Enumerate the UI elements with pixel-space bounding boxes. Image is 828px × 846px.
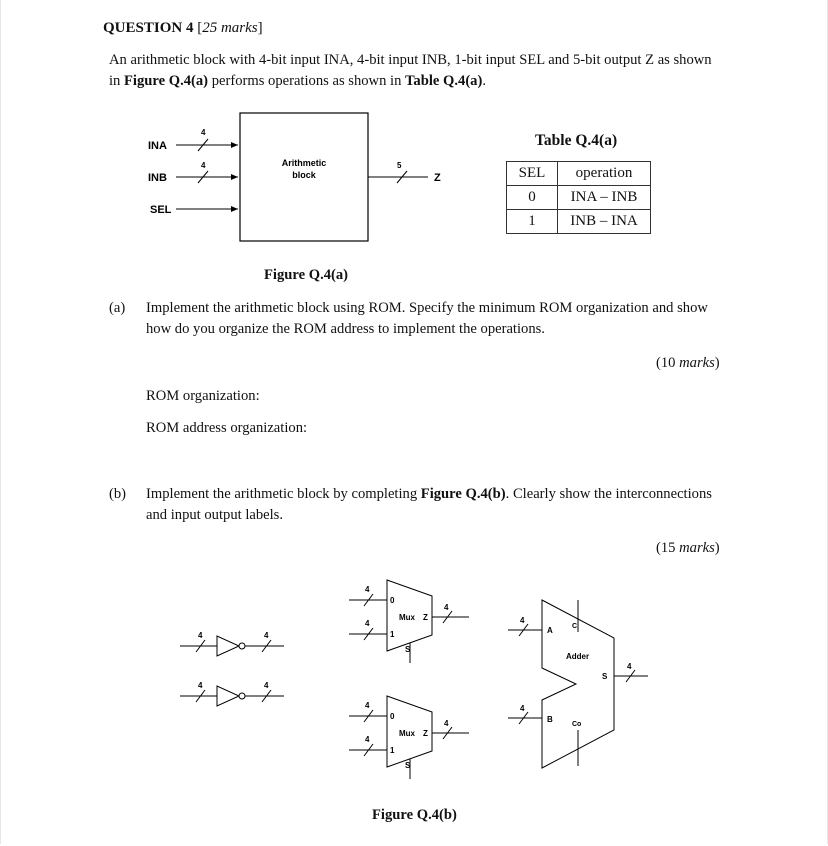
mux2-sel-label: S: [405, 761, 411, 770]
part-b-line-2: and input output labels.: [146, 507, 284, 523]
part-b-label: (b): [109, 486, 127, 502]
operation-table: [506, 161, 651, 234]
table-header-row: [507, 162, 651, 186]
intro-figure-ref: Figure Q.4(a): [124, 73, 209, 89]
inv2-in-width: 4: [198, 681, 203, 690]
inv1-out-width: 4: [264, 631, 269, 640]
mux2-label: Mux: [399, 729, 415, 738]
table-row: [507, 186, 651, 210]
intro-line-1: An arithmetic block with 4-bit input INA, 4-bit input INB, 1-bit input SEL and 5-bit output Z as shown: [109, 52, 712, 68]
part-a-label: (a): [109, 300, 126, 316]
mux1-sel-label: S: [405, 645, 411, 654]
figure-a-diagram: [0, 0, 828, 270]
z-width: 5: [397, 161, 402, 170]
inv1-in-width: 4: [198, 631, 203, 640]
figure-b-caption: Figure Q.4(b): [372, 807, 457, 823]
mux1-label: Mux: [399, 613, 415, 622]
ina-width: 4: [201, 128, 206, 137]
mux2-z-label: Z: [423, 729, 428, 738]
mux1-z-label: Z: [423, 613, 428, 622]
adder-co-label: Co: [572, 721, 582, 728]
output-z-label: Z: [434, 172, 441, 184]
adder-b-label: B: [547, 715, 553, 724]
mux2-in0-label: 0: [390, 712, 395, 721]
inb-width: 4: [201, 161, 206, 170]
rom-address-label: ROM address organization:: [146, 420, 308, 436]
rom-organization-label: ROM organization:: [146, 388, 260, 404]
adder-a-width: 4: [520, 616, 525, 625]
input-ina-label: INA: [148, 140, 167, 152]
table-row: [507, 210, 651, 234]
mux2-in1-label: 1: [390, 746, 395, 755]
figure-a-caption: Figure Q.4(a): [264, 267, 349, 283]
part-a-line-2: how do you organize the ROM address to implement the operations.: [146, 321, 545, 337]
block-label-1: Arithmetic: [281, 158, 327, 168]
question-number: QUESTION 4: [103, 20, 194, 36]
question-title: QUESTION 4 [25 marks]: [103, 20, 263, 36]
adder-s-label: S: [602, 672, 608, 681]
mux1-in1-width: 4: [365, 619, 370, 628]
part-a-line-1: Implement the arithmetic block using ROM. Specify the minimum ROM organization and show: [146, 300, 708, 316]
input-sel-label: SEL: [150, 204, 172, 216]
table-title: Table Q.4(a): [535, 132, 618, 149]
table-cell: 0: [507, 186, 558, 210]
mux1-in1-label: 1: [390, 630, 395, 639]
inv2-out-width: 4: [264, 681, 269, 690]
adder-s-width: 4: [627, 662, 632, 671]
adder-label: Adder: [566, 652, 590, 661]
mux2-in0-width: 4: [365, 701, 370, 710]
intro-line-2: in Figure Q.4(a) performs operations as shown in Table Q.4(a).: [109, 73, 486, 89]
part-b-marks: (15 marks): [656, 540, 720, 556]
part-b-figure-ref: Figure Q.4(b): [420, 486, 506, 502]
intro-table-ref: Table Q.4(a): [405, 73, 483, 89]
table-cell: 1: [507, 210, 558, 234]
table-header-sel: SEL: [507, 162, 558, 186]
mux1-out-width: 4: [444, 603, 449, 612]
figure-b-diagram: [0, 560, 828, 810]
table-cell: INA – INB: [558, 186, 651, 210]
part-b-line-1: Implement the arithmetic block by completing Figure Q.4(b). Clearly show the interconnections: [146, 486, 712, 502]
mux2-in1-width: 4: [365, 735, 370, 744]
table-cell: INB – INA: [558, 210, 651, 234]
table-header-operation: operation: [558, 162, 651, 186]
question-marks: 25 marks: [202, 20, 258, 36]
mux1-in0-label: 0: [390, 596, 395, 605]
adder-b-width: 4: [520, 704, 525, 713]
block-label-2: block: [292, 170, 316, 180]
adder-ci-label: Ci: [572, 623, 579, 630]
part-a-marks: (10 marks): [656, 355, 720, 371]
input-inb-label: INB: [148, 172, 167, 184]
adder-a-label: A: [547, 626, 553, 635]
mux1-in0-width: 4: [365, 585, 370, 594]
mux2-out-width: 4: [444, 719, 449, 728]
